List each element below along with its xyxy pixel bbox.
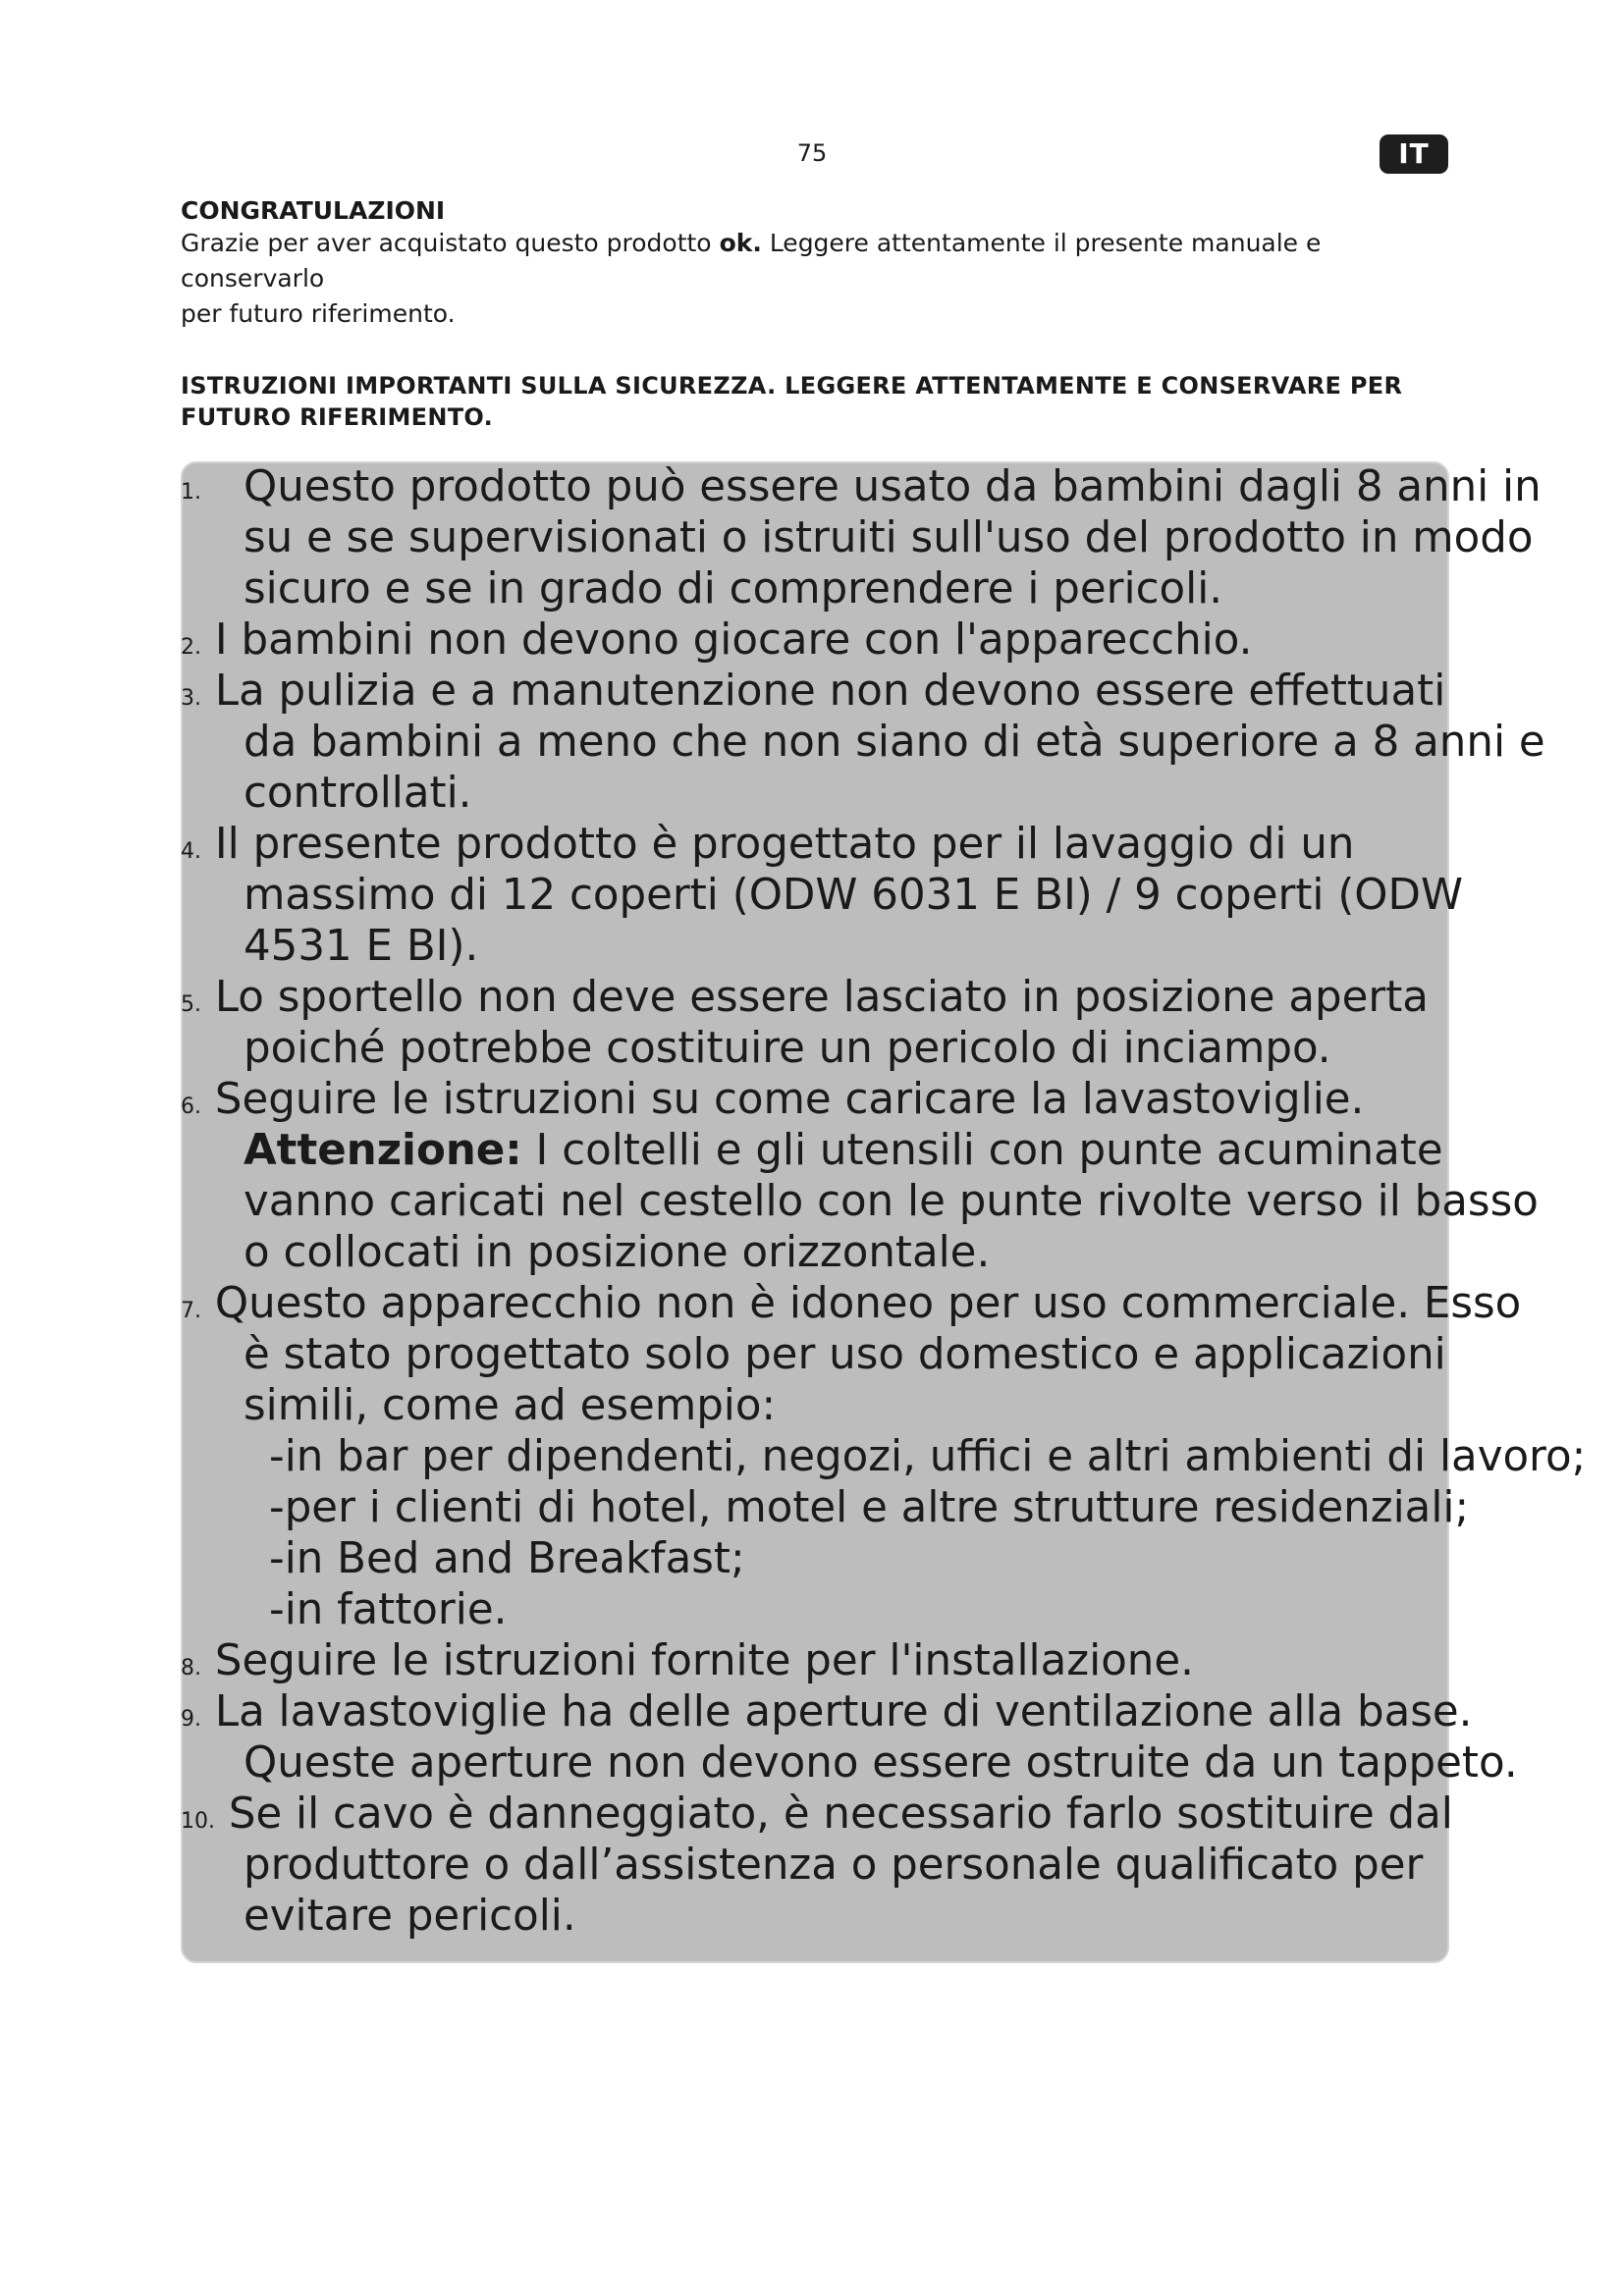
- item-text: Questo apparecchio non è idoneo per uso commerciale. Esso: [214, 1279, 1522, 1328]
- item-text: La pulizia e a manutenzione non devono essere effettuati: [214, 667, 1446, 716]
- sub-item: [181, 1533, 1487, 1584]
- sub-item-text: -in bar per dipendenti, negozi, uffici e altri ambienti di lavoro;: [269, 1432, 1587, 1481]
- safety-heading-line2: FUTURO RIFERIMENTO.: [181, 403, 494, 431]
- item-text: 4531 E BI).: [244, 922, 479, 971]
- item-text: su e se supervisionati o istruiti sull'uso del prodotto in modo: [244, 513, 1534, 562]
- item-number: 6.: [181, 1095, 201, 1119]
- list-item-5: [181, 972, 1487, 1023]
- item-continuation: [181, 1891, 1487, 1942]
- safety-heading: [181, 370, 1457, 433]
- item-text: da bambini a meno che non siano di età superiore a 8 anni e: [244, 718, 1545, 767]
- list-item-10: [181, 1789, 1487, 1840]
- item-text: Il presente prodotto è progettato per il lavaggio di un: [214, 820, 1355, 869]
- item-text: Seguire le istruzioni fornite per l'installazione.: [214, 1636, 1194, 1685]
- item-text: sicuro e se in grado di comprendere i pericoli.: [244, 564, 1223, 614]
- item-text: vanno caricati nel cestello con le punte rivolte verso il basso: [244, 1177, 1539, 1226]
- item-text: simili, come ad esempio:: [244, 1381, 777, 1430]
- sub-item-text: -in Bed and Breakfast;: [269, 1534, 745, 1583]
- item-number: 2.: [181, 635, 201, 660]
- list-item-7: [181, 1278, 1522, 1329]
- list-item-2: [181, 614, 1487, 666]
- sub-item: [181, 1584, 1487, 1635]
- item-text: Queste aperture non devono essere ostruite da un tappeto.: [244, 1738, 1518, 1788]
- item-continuation: [181, 921, 1487, 972]
- intro-paragraph: [181, 226, 1457, 332]
- item-text: massimo di 12 coperti (ODW 6031 E BI) / 9 coperti (ODW: [244, 871, 1464, 920]
- safety-instructions-list: [181, 461, 1587, 1942]
- item-continuation: [181, 1176, 1539, 1227]
- item-continuation: [181, 870, 1487, 921]
- item-number: 5.: [181, 992, 201, 1017]
- list-item-8: [181, 1635, 1487, 1686]
- list-item-3: [181, 666, 1487, 717]
- item-continuation: [181, 563, 1487, 614]
- item-text: I coltelli e gli utensili con punte acuminate: [535, 1126, 1443, 1175]
- item-number: 8.: [181, 1656, 201, 1681]
- list-item-4: [181, 819, 1487, 870]
- congratulations-title: CONGRATULAZIONI: [181, 196, 446, 225]
- item-continuation: [181, 1125, 1487, 1176]
- item-text: Se il cavo è danneggiato, è necessario farlo sostituire dal: [228, 1789, 1453, 1839]
- item-number: 7.: [181, 1299, 201, 1323]
- item-number: 9.: [181, 1707, 201, 1732]
- item-text: I bambini non devono giocare con l'apparecchio.: [214, 615, 1253, 665]
- item-text: Seguire le istruzioni su come caricare la lavastoviglie.: [214, 1075, 1365, 1124]
- intro-text-line2: per futuro riferimento.: [181, 299, 456, 328]
- item-continuation: [181, 1380, 1487, 1431]
- sub-item-text: -per i clienti di hotel, motel e altre strutture residenziali;: [269, 1483, 1470, 1532]
- item-continuation: [181, 717, 1545, 768]
- page-number: 75: [796, 139, 828, 167]
- item-text: poiché potrebbe costituire un pericolo di inciampo.: [244, 1024, 1331, 1073]
- item-continuation: [181, 512, 1534, 563]
- language-badge: IT: [1380, 134, 1448, 174]
- item-number: 3.: [181, 686, 201, 711]
- sub-item: [181, 1431, 1587, 1482]
- sub-item-text: -in fattorie.: [269, 1585, 508, 1634]
- warning-label: Attenzione:: [244, 1126, 522, 1175]
- item-text: Questo prodotto può essere usato da bambini dagli 8 anni in: [244, 462, 1542, 511]
- item-number: 4.: [181, 839, 201, 864]
- warning-line: [244, 1125, 1443, 1176]
- item-continuation: [181, 1023, 1487, 1074]
- list-item-6: [181, 1074, 1487, 1125]
- item-continuation: [181, 1737, 1518, 1789]
- item-continuation: [181, 1840, 1487, 1891]
- item-text: controllati.: [244, 769, 472, 818]
- item-text: è stato progettato solo per uso domestico e applicazioni: [244, 1330, 1446, 1379]
- item-continuation: [181, 768, 1487, 819]
- item-continuation: [181, 1329, 1487, 1380]
- sub-item: [181, 1482, 1487, 1533]
- brand-name: ok.: [719, 229, 762, 257]
- intro-text-before: Grazie per aver acquistato questo prodotto: [181, 229, 720, 257]
- safety-heading-line1: ISTRUZIONI IMPORTANTI SULLA SICUREZZA. LEGGERE ATTENTAMENTE E CONSERVARE PER: [181, 372, 1403, 400]
- item-text: o collocati in posizione orizzontale.: [244, 1228, 991, 1277]
- item-text: Lo sportello non deve essere lasciato in posizione aperta: [214, 973, 1429, 1022]
- item-continuation: [181, 1227, 1487, 1278]
- item-number: 1.: [181, 480, 201, 505]
- list-item-1: [181, 461, 1542, 512]
- item-text: produttore o dall’assistenza o personale qualificato per: [244, 1841, 1424, 1890]
- list-item-9: [181, 1686, 1487, 1737]
- item-text: evitare pericoli.: [244, 1892, 576, 1941]
- intro-text-after: Leggere attentamente il presente manuale e conservarlo: [181, 229, 1322, 293]
- item-text: La lavastoviglie ha delle aperture di ventilazione alla base.: [214, 1687, 1473, 1736]
- item-number: 10.: [181, 1809, 215, 1834]
